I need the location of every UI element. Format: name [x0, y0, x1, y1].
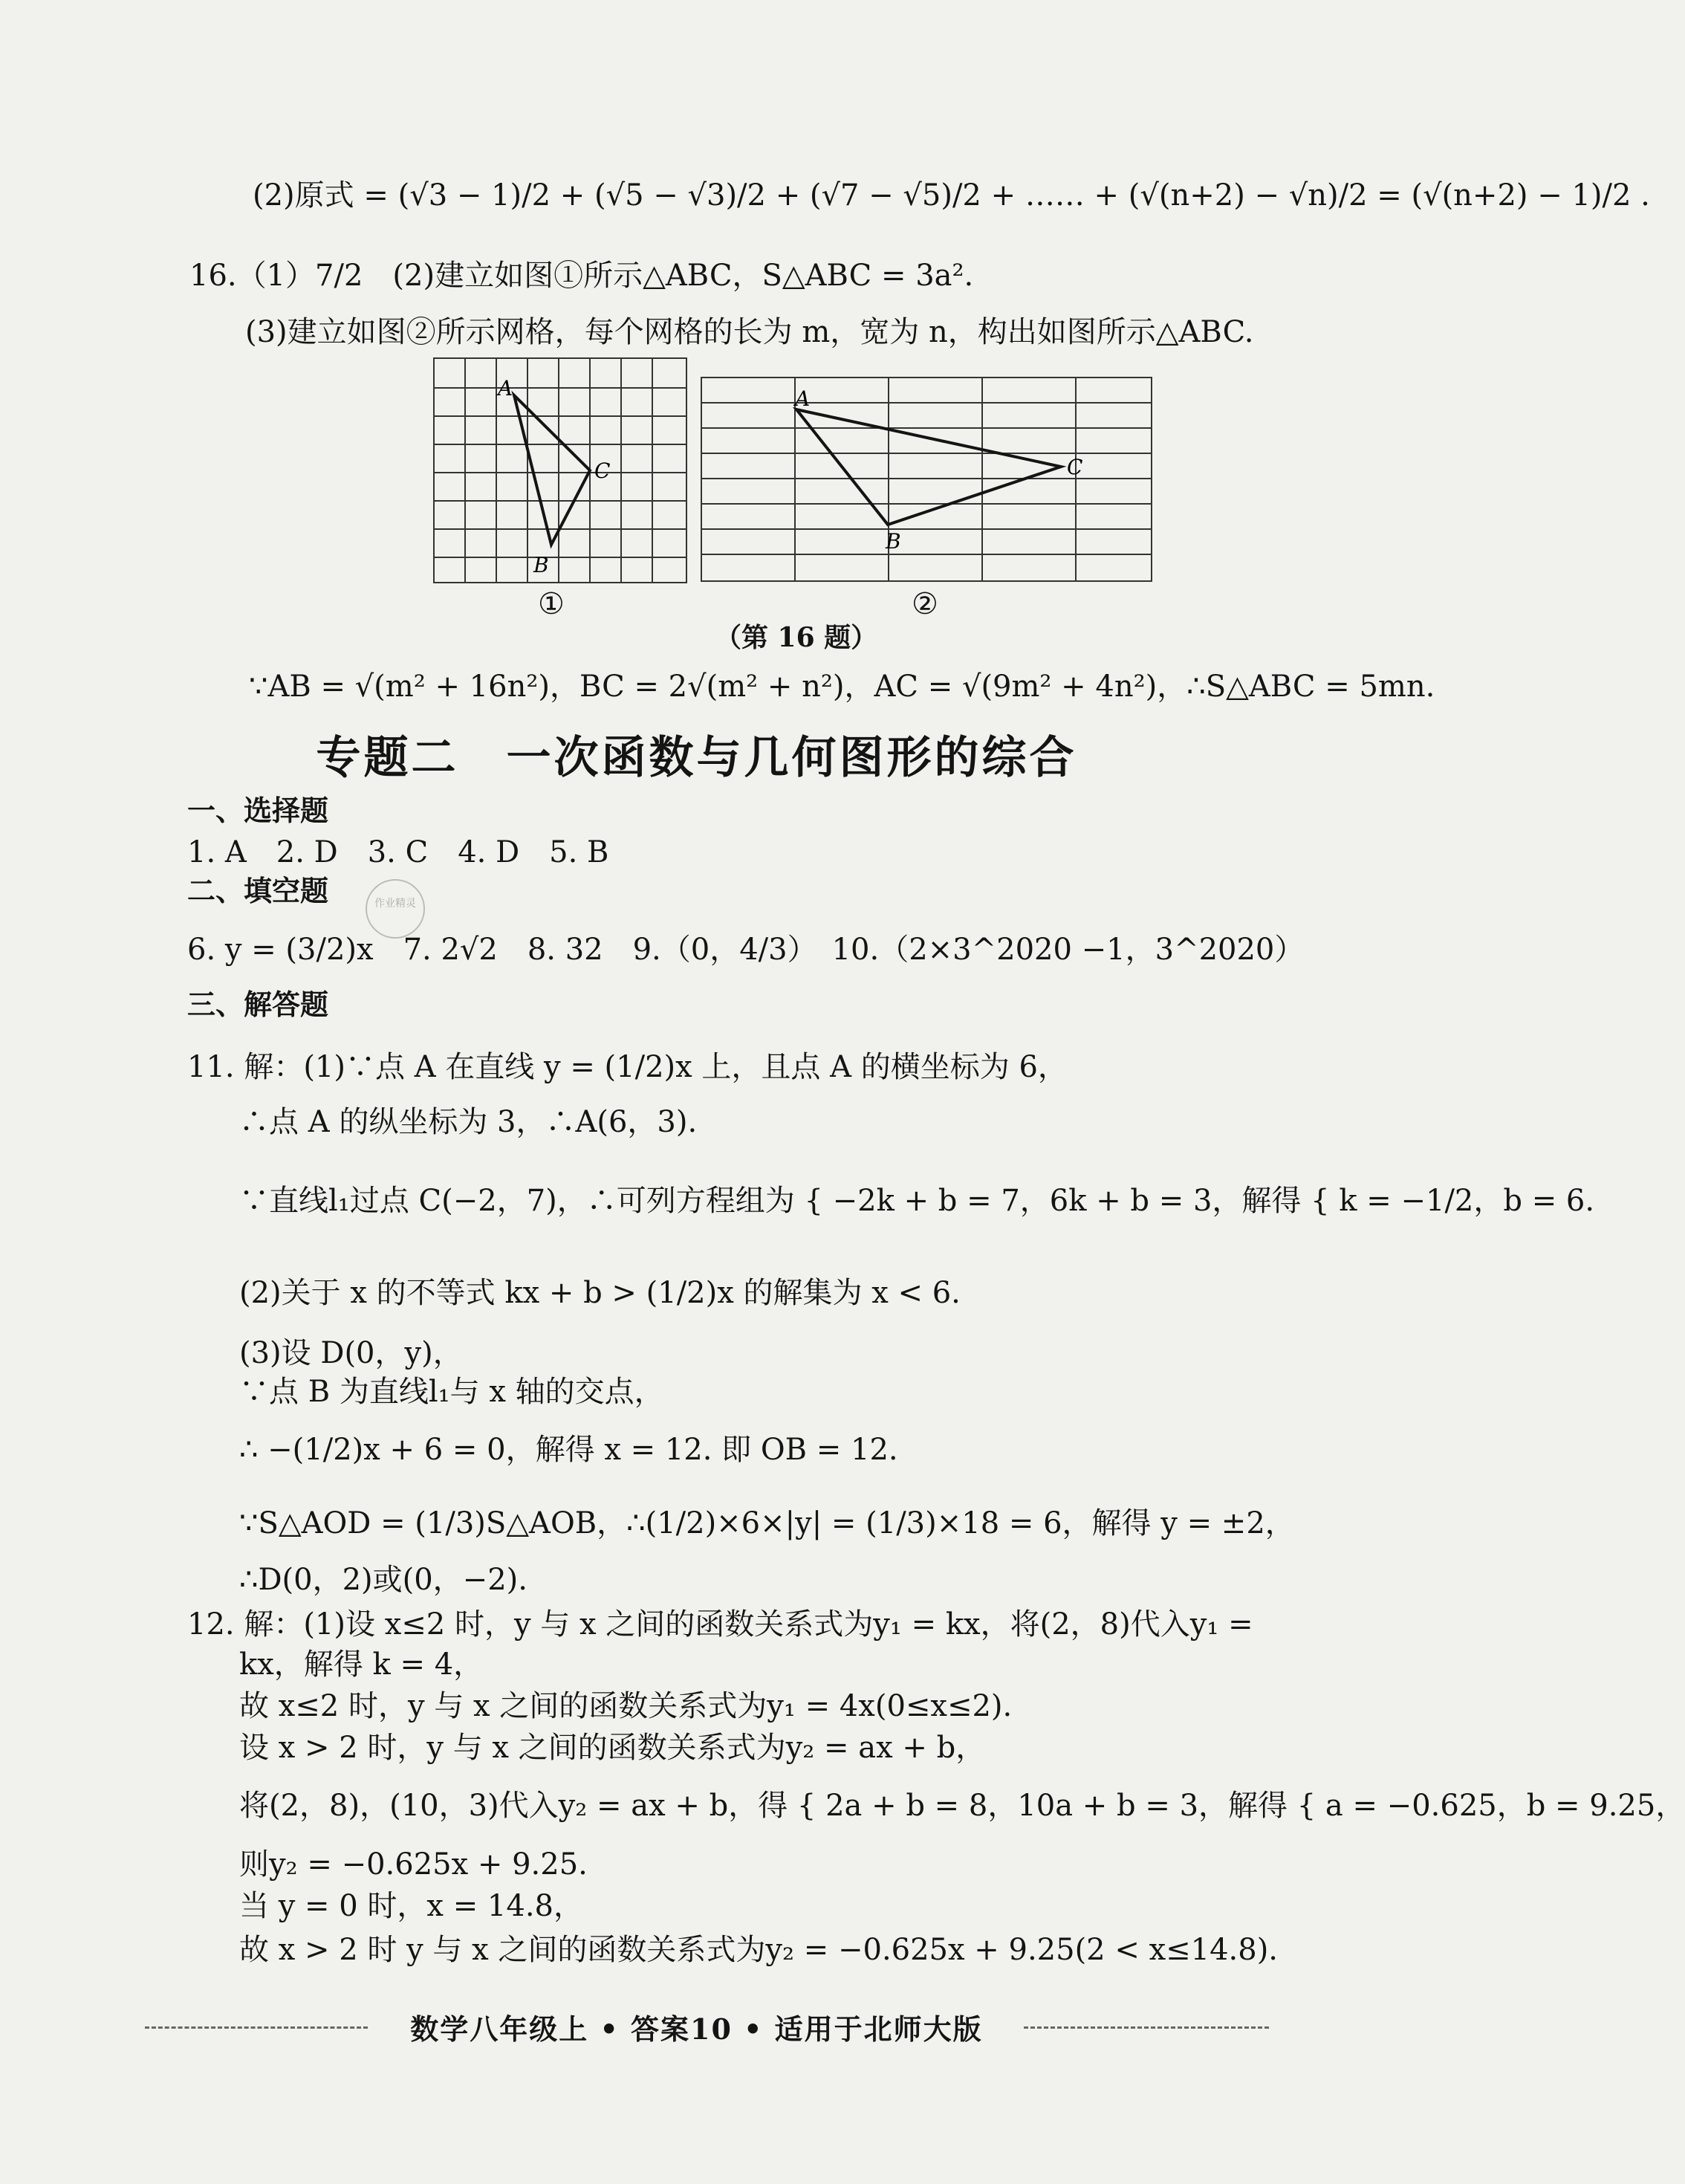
line-q16-part3: (3)建立如图②所示网格，每个网格的长为 m，宽为 n，构出如图所示△ABC. — [245, 315, 1254, 349]
line-q11-8: ∵S△AOD = (1/3)S△AOB，∴(1/2)×6×|y| = (1/3)×18 = 6，解得 y = ±2， — [239, 1506, 1295, 1540]
figure-caption: （第 16 题） — [715, 622, 878, 653]
line-q11-6: ∵点 B 为直线l₁与 x 轴的交点， — [239, 1375, 664, 1409]
line-choice-answers: 1. A 2. D 3. C 4. D 5. B — [187, 835, 609, 869]
svg-text:A: A — [795, 386, 811, 411]
svg-text:C: C — [1067, 455, 1083, 479]
line-q12-3: 故 x≤2 时，y 与 x 之间的函数关系式为y₁ = 4x(0≤x≤2). — [239, 1689, 1013, 1723]
heading-fill: 二、填空题 — [187, 875, 329, 907]
line-q12-4: 设 x > 2 时，y 与 x 之间的函数关系式为y₂ = ax + b， — [239, 1731, 986, 1765]
triangle-abc-fig2 — [796, 409, 1061, 525]
svg-text:B: B — [886, 529, 901, 554]
line-fill-answers: 6. y = (3/2)x 7. 2√2 8. 32 9.（0，4/3） 10.（2×3^2020 −1，3^2020） — [187, 933, 1305, 967]
line-q12-8: 故 x > 2 时 y 与 x 之间的函数关系式为y₂ = −0.625x + 9.25(2 < x≤14.8). — [239, 1933, 1279, 1967]
line-q16-part1-2: 16.（1）7/2 (2)建立如图①所示△ABC，S△ABC = 3a². — [189, 259, 974, 293]
line-q12-1: 12. 解：(1)设 x≤2 时，y 与 x 之间的函数关系式为y₁ = kx，将(2，8)代入y₁ = — [187, 1607, 1253, 1642]
line-q16-conclusion: ∵AB = √(m² + 16n²)，BC = 2√(m² + n²)，AC = √(9m² + 4n²)，∴S△ABC = 5mn. — [249, 670, 1435, 704]
svg-text:C: C — [594, 458, 611, 483]
line-q12-2: kx，解得 k = 4， — [239, 1647, 484, 1682]
section-title: 专题二 一次函数与几何图形的综合 — [316, 732, 1077, 784]
line-q11-1: 11. 解：(1)∵点 A 在直线 y = (1/2)x 上，且点 A 的横坐标为 6， — [187, 1050, 1068, 1084]
line-q11-2: ∴点 A 的纵坐标为 3，∴A(6，3). — [239, 1105, 698, 1139]
figure-1-label: ① — [538, 587, 565, 621]
triangle-abc-fig1 — [514, 395, 590, 545]
figure-2-grid — [700, 376, 1155, 584]
line-q12-5: 将(2，8)，(10，3)代入y₂ = ax + b，得 { 2a + b = 8，10a + b = 3，解得 { a = −0.625，b = 9.25， — [239, 1789, 1685, 1823]
line-q11-4: (2)关于 x 的不等式 kx + b > (1/2)x 的解集为 x < 6. — [239, 1276, 961, 1310]
line-q11-5: (3)设 D(0，y)， — [239, 1336, 463, 1370]
page-footer: 数学八年级上 • 答案10 • 适用于北师大版 — [410, 2012, 983, 2046]
line-q11-9: ∴D(0，2)或(0，−2). — [239, 1563, 527, 1597]
figure-1-grid — [432, 357, 689, 586]
watermark-stamp: 作业精灵 — [366, 879, 425, 939]
figure-2-label: ② — [912, 587, 938, 621]
line-q11-7: ∴ −(1/2)x + 6 = 0，解得 x = 12. 即 OB = 12. — [239, 1433, 898, 1467]
line-sum-formula: (2)原式 = (√3 − 1)/2 + (√5 − √3)/2 + (√7 − √5)/2 + …… + (√(n+2) − √n)/2 = (√(n+2) − 1)/2 . — [253, 178, 1650, 213]
line-q12-7: 当 y = 0 时，x = 14.8， — [239, 1889, 583, 1923]
svg-text:A: A — [498, 376, 513, 401]
line-q11-3: ∵直线l₁过点 C(−2，7)，∴可列方程组为 { −2k + b = 7，6k + b = 3，解得 { k = −1/2，b = 6. — [239, 1184, 1595, 1218]
line-q12-6: 则y₂ = −0.625x + 9.25. — [239, 1847, 588, 1882]
heading-solve: 三、解答题 — [187, 988, 329, 1021]
svg-text:B: B — [533, 553, 549, 577]
heading-choice: 一、选择题 — [187, 794, 329, 827]
